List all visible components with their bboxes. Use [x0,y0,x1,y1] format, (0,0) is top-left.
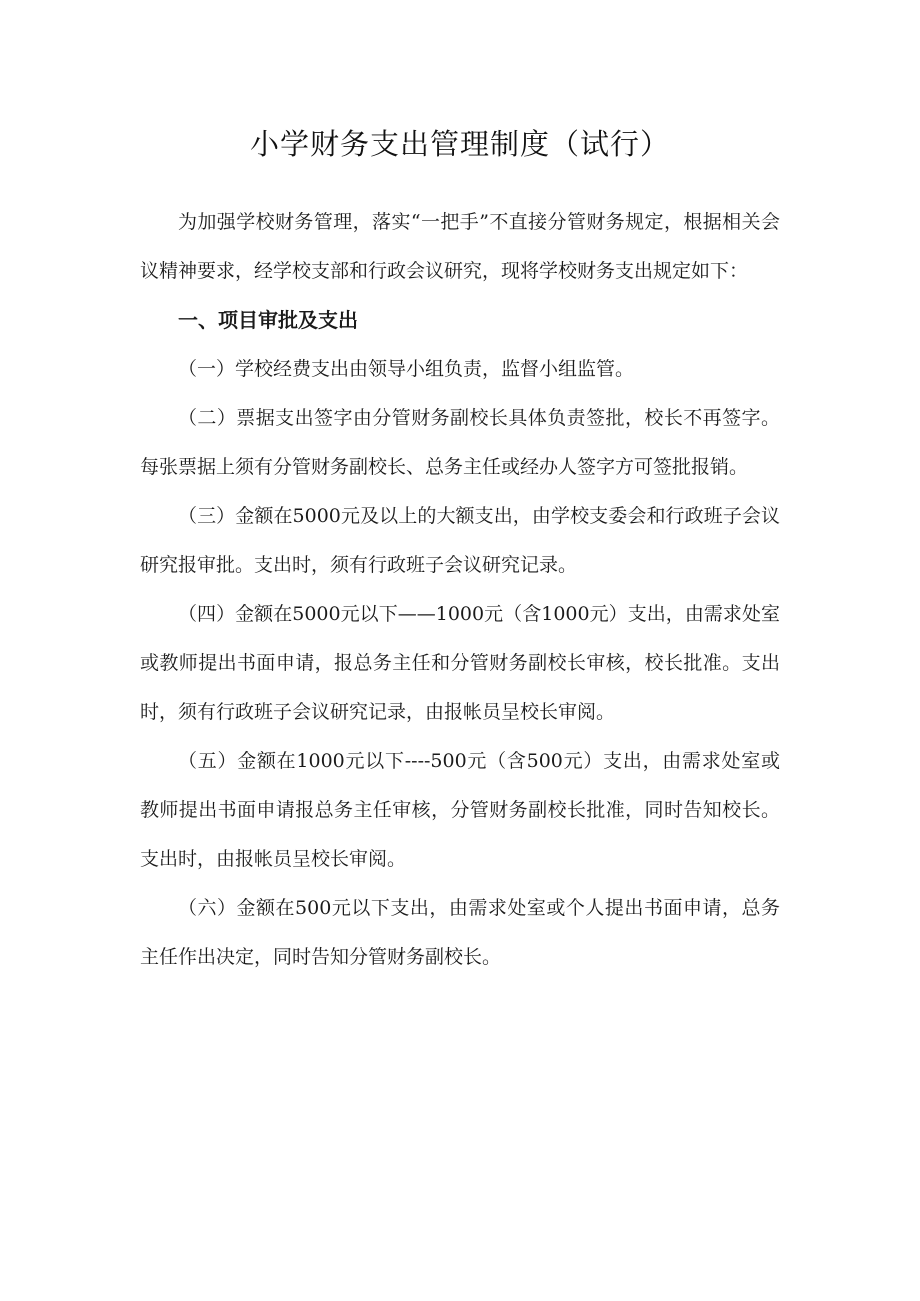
clause-5: （五）金额在1000元以下----500元（含500元）支出，由需求处室或教师提出书面申请报总务主任审核，分管财务副校长批准，同时告知校长。支出时，由报帐员呈校长审阅。 [140,750,780,870]
section-heading: 一、项目审批及支出 [178,308,358,332]
clause-3: （三）金额在5000元及以上的大额支出，由学校支委会和行政班子会议研究报审批。支出时，须有行政班子会议研究记录。 [140,505,780,576]
document-title: 小学财务支出管理制度（试行） [249,127,670,161]
clause-6: （六）金额在500元以下支出，由需求处室或个人提出书面申请，总务主任作出决定，同时告知分管财务副校长。 [140,897,780,968]
clause-4: （四）金额在5000元以下——1000元（含1000元）支出，由需求处室或教师提出书面申请，报总务主任和分管财务副校长审核，校长批准。支出时，须有行政班子会议研究记录，由报帐员呈校长审阅。 [140,603,780,723]
intro-paragraph: 为加强学校财务管理，落实“一把手”不直接分管财务规定，根据相关会议精神要求，经学校支部和行政会议研究，现将学校财务支出规定如下： [140,211,780,282]
clause-2: （二）票据支出签字由分管财务副校长具体负责签批，校长不再签字。每张票据上须有分管财务副校长、总务主任或经办人签字方可签批报销。 [140,407,780,478]
document-body [140,198,780,982]
clause-1: （一）学校经费支出由领导小组负责，监督小组监管。 [178,358,635,380]
